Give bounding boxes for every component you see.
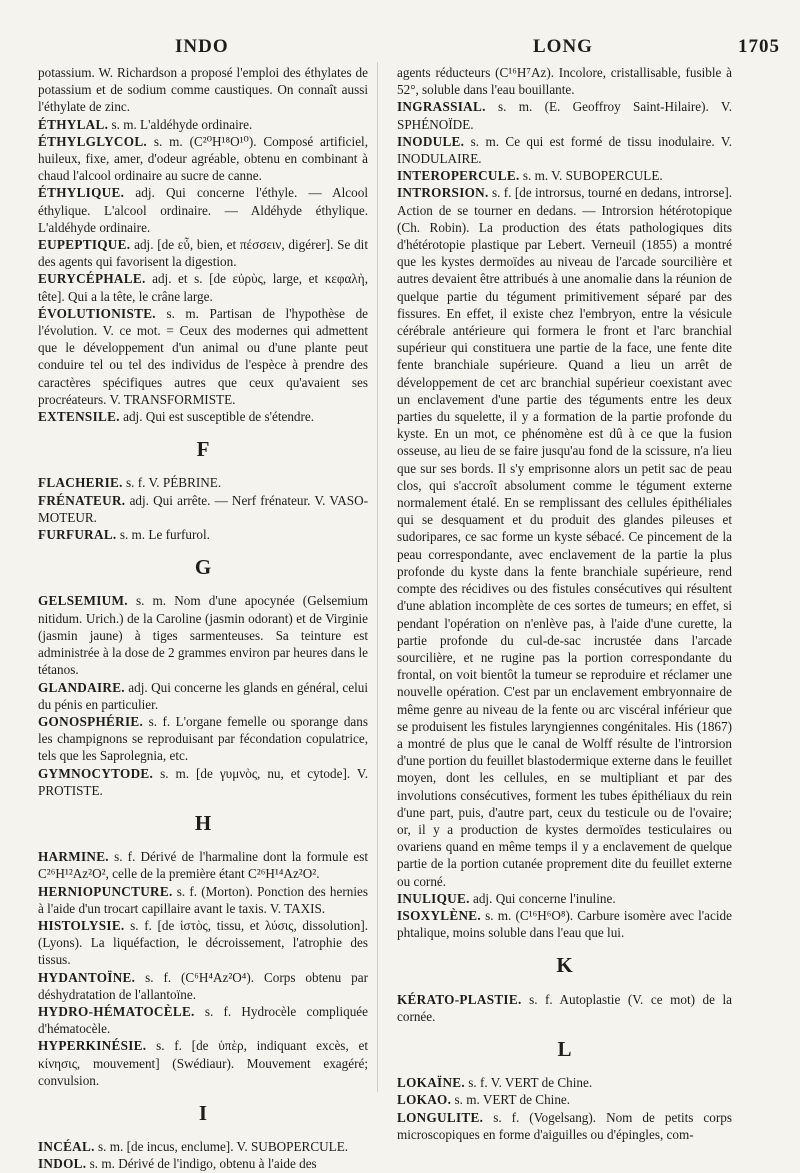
entry-headword: HYDRO-HÉMATOCÈLE.	[38, 1003, 195, 1019]
entry-headword: GLANDAIRE.	[38, 679, 125, 695]
entry-definition: s. m. V. SUBOPERCULE.	[522, 168, 663, 184]
entry-headword: GELSEMIUM.	[38, 593, 128, 609]
dictionary-entry	[38, 64, 368, 116]
entry-headword: FURFURAL.	[38, 527, 117, 543]
section-letter: H	[194, 810, 212, 835]
dictionary-entry	[38, 679, 368, 713]
entry-definition: s. m. [de γυμνὸς, nu, et cytode]. V. PROTISTE.	[38, 765, 369, 798]
entry-headword: INDOL.	[38, 1156, 87, 1172]
entry-headword: HYDANTOÏNE.	[38, 969, 136, 985]
entry-definition: adj. Qui concerne les glands en général, celui du pénis en particulier.	[38, 679, 369, 712]
dictionary-entry	[397, 133, 732, 167]
entry-headword: INTEROPERCULE.	[397, 168, 520, 184]
dictionary-entry	[38, 1003, 368, 1037]
entry-definition: agents réducteurs (C¹⁶H⁷Az). Incolore, cristallisable, fusible à 52°, soluble dans l'eau bouillante.	[397, 65, 732, 98]
entry-headword: EUPEPTIQUE.	[38, 237, 131, 253]
dictionary-entry	[38, 713, 368, 765]
entry-headword: INULIQUE.	[397, 890, 470, 906]
entry-headword: FLACHERIE.	[38, 475, 123, 491]
entry-definition: s. f. [de introrsus, tourné en dedans, introrse]. Action de se tourner en dedans. — Introrsion hétérotopique (Ch. Robin). La production des états pathologiques dits d'hétérotopie plastique par Lebert. Verneuil (1855) a montré que les kystes dermoïdes au niveau de l'arcade sourcilière et autres devaient être attribués à une anomalie dans la réunion de quelque partie du tégument primitivement séparé par des fissures. En effet, il existe chez l'embryon, entre la vésicule cérébrale antérieure qui formera le front et l'arc branchial supérieur qui constituera une partie de la face, une fente dite fente branchiale supérieure. Quand a lieu un arrêt de développement de cet arc branchial supérieur coexistant avec un enclavement d'une partie des téguments entre les deux parties du squelette, il y a formation de la partie profonde du kyste. En un mot, ce phénomène est dû à ce que la fusion osseuse, au lieu de se faire jusqu'au fond de la scissure, n'a lieu que sur ses bords. Il s'y emprisonne alors un petit sac de peau clos, qui s'accroît absolument comme le tégument externe normalement étalé. En se remplissant des cellules épithéliales qui se desquament et du produit des glandes pileuses et sudoripares, ce sac forme un kyste sébacé. Ce pincement de la peau correspondante, avec enclavement de la partie la plus profonde du kyste dans la fente branchiale supérieure, rend compte des récidives ou des fistules consécutives qui résultent d'une ablation incomplète de ces sortes de tumeurs; en effet, si pendant l'opération on n'enlève pas, à l'aide d'une curette, la partie profonde du cul-de-sac incrustée dans l'arcade sourcilière, et ne rugine pas la portion correspondante du frontal, on voit bientôt la tumeur se reproduire et réclamer une nouvelle opération. C'est par un enclavement embryonnaire de même genre au niveau de la fente ou arc viscéral inférieur que se produisent les fistules laryngiennes congénitales. His (1867) a montré de plus que le canal de Wolff résulte de l'introrsion d'une portion du feuillet blastodermique externe dans le feuillet moyen, dont les cellules, en se multipliant et par des involutions consécutives, forment les tubes épithéliaux du rein d'une part, puis, d'autre part, ceux du testicule ou de l'ovaire; or, il y a production de kystes dermoïdes testiculaires ou ovariens quand en même temps il y a enclavement de quelque partie de la portion cutanée proprement dite du feuillet externe ou corné.	[397, 185, 733, 889]
dictionary-entry	[397, 1109, 732, 1143]
entry-headword: ISOXYLÈNE.	[397, 907, 481, 923]
entry-headword: LONGULITE.	[397, 1109, 484, 1125]
entry-definition: s. m. VERT de Chine.	[454, 1092, 571, 1108]
running-header	[0, 36, 800, 60]
dictionary-entry	[397, 1074, 732, 1091]
entry-definition: adj. et s. [de εὐρὺς, large, et κεφαλὴ, tête]. Qui a la tête, le crâne large.	[38, 271, 368, 304]
section-letter: G	[194, 555, 212, 580]
dictionary-entry	[38, 765, 368, 799]
section-letter: F	[196, 437, 210, 462]
entry-headword: INTRORSION.	[397, 185, 489, 201]
dictionary-entry	[397, 184, 732, 889]
entry-definition: potassium. W. Richardson a proposé l'emploi des éthylates de potassium et de sodium comme caustiques. On connaît aussi l'éthylate de zinc.	[38, 65, 368, 115]
entry-headword: HARMINE.	[38, 849, 109, 865]
dictionary-entry	[38, 184, 368, 236]
section-letter: L	[557, 1036, 572, 1061]
entry-headword: LOKAO.	[397, 1092, 452, 1108]
entry-definition: s. m. Partisan de l'hypothèse de l'évolution. V. ce mot. = Ceux des modernes qui admettent que le développement d'un animal ou d'une plante peut conduire tel ou tel des individus de l'espèce à prendre des caractères spécifiques autres que ceux qu'avaient ses procréateurs. V. TRANSFORMISTE.	[38, 305, 369, 407]
entry-definition: s. m. Nom d'une apocynée (Gelsemium nitidum. Urich.) de la Caroline (jasmin odorant) et de Virginie (jasmin jaune) à tiges sarmenteuses. Sa teinture est administrée à la dose de 2 grammes environ par heures dans le tétanos.	[38, 593, 368, 678]
section-letter: K	[556, 953, 573, 978]
entry-definition: s. f. Autoplastie (V. ce mot) de la cornée.	[397, 991, 733, 1024]
page-number: 1705	[738, 36, 780, 57]
header-left-word: INDO	[175, 36, 229, 57]
dictionary-entry	[38, 474, 368, 491]
entry-headword: INGRASSIAL.	[397, 99, 486, 115]
dictionary-entry	[38, 236, 368, 270]
dictionary-entry	[38, 408, 368, 425]
dictionary-entry	[38, 917, 368, 969]
entry-definition: adj. Qui concerne l'éthyle. — Alcool éthylique. L'alcool ordinaire. — Aldéhyde éthylique. L'aldéhyde ordinaire.	[38, 185, 368, 235]
dictionary-entry	[38, 1138, 368, 1155]
entry-headword: GONOSPHÉRIE.	[38, 713, 144, 729]
entry-definition: s. m. [de incus, enclume]. V. SUBOPERCULE.	[98, 1139, 349, 1155]
entry-definition: adj. Qui arrête. — Nerf frénateur. V. VASO-MOTEUR.	[38, 492, 368, 525]
entry-headword: FRÉNATEUR.	[38, 492, 126, 508]
entry-definition: s. m. Dérivé de l'indigo, obtenu à l'aide des	[89, 1156, 317, 1172]
entry-headword: EXTENSILE.	[38, 409, 120, 425]
entry-definition: s. f. V. VERT de Chine.	[468, 1075, 593, 1091]
entry-definition: s. m. (E. Geoffroy Saint-Hilaire). V. SPHÉNOÏDE.	[397, 99, 733, 132]
dictionary-entry	[38, 133, 368, 185]
entry-headword: ÉTHYLAL.	[38, 116, 109, 132]
entry-headword: INCÉAL.	[38, 1139, 95, 1155]
entry-definition: s. m. Ce qui est formé de tissu inodulaire. V. INODULAIRE.	[397, 133, 732, 167]
dictionary-entry	[38, 270, 368, 304]
right-column	[397, 64, 732, 1143]
header-mid-word: LONG	[533, 36, 593, 57]
entry-definition: s. m. Le furfurol.	[119, 527, 210, 543]
entry-headword: HYPERKINÉSIE.	[38, 1038, 147, 1054]
dictionary-entry	[397, 167, 732, 184]
entry-headword: HERNIOPUNCTURE.	[38, 883, 173, 899]
entry-headword: ÉTHYLIQUE.	[38, 185, 125, 201]
dictionary-entry	[38, 116, 368, 133]
entry-headword: EURYCÉPHALE.	[38, 271, 146, 287]
dictionary-entry	[38, 592, 368, 678]
entry-headword: KÉRATO-PLASTIE.	[397, 991, 522, 1007]
left-column	[38, 64, 368, 1173]
entry-definition: adj. Qui est susceptible de s'étendre.	[123, 409, 315, 425]
dictionary-entry	[38, 492, 368, 526]
entry-headword: HISTOLYSIE.	[38, 917, 125, 933]
dictionary-entry	[397, 907, 732, 941]
entry-definition: s. m. (C²⁰H¹⁸O¹⁰). Composé artificiel, huileux, fixe, amer, d'odeur agréable, obtenu en combinant à chaud l'alcool ordinaire au sucre de canne.	[38, 133, 369, 184]
entry-definition: s. f. Hydrocèle compliquée d'hématocèle.	[38, 1003, 369, 1037]
dictionary-entry	[397, 64, 732, 98]
entry-definition: s. m. L'aldéhyde ordinaire.	[111, 116, 253, 132]
entry-headword: ÉTHYLGLYCOL.	[38, 133, 148, 149]
dictionary-entry	[38, 1037, 368, 1089]
dictionary-entry	[38, 883, 368, 917]
dictionary-entry	[397, 98, 732, 132]
dictionary-entry	[397, 890, 732, 907]
dictionary-entry	[38, 526, 368, 543]
dictionary-entry	[38, 305, 368, 408]
entry-headword: INODULE.	[397, 133, 465, 149]
entry-headword: ÉVOLUTIONISTE.	[38, 305, 156, 321]
entry-definition: s. f. (Vogelsang). Nom de petits corps microscopiques en forme d'aiguilles ou d'épingles, com-	[397, 1109, 733, 1142]
entry-definition: adj. [de εὖ, bien, et πέσσειν, digérer]. Se dit des agents qui favorisent la digestion.	[38, 237, 369, 270]
dictionary-entry	[38, 848, 368, 882]
dictionary-entry	[397, 991, 732, 1025]
dictionary-entry	[38, 969, 368, 1003]
section-letter: I	[198, 1100, 208, 1125]
entry-definition: s. f. Dérivé de l'harmaline dont la formule est C²⁶H¹²Az²O², celle de la première étant C²⁶H¹⁴Az²O².	[38, 849, 368, 882]
entry-definition: s. f. (Morton). Ponction des hernies à l'aide d'un trocart capillaire avant le taxis. V. TAXIS.	[38, 883, 368, 916]
entry-definition: s. f. L'organe femelle ou sporange dans les champignons se reproduisant par fécondation copulatrice, tels que les Saprolegnia, etc.	[38, 713, 368, 764]
entry-definition: s. m. (C¹⁶H⁶O⁸). Carbure isomère avec l'acide phtalique, moins soluble dans l'eau que lui.	[397, 907, 733, 941]
entry-headword: GYMNOCYTODE.	[38, 765, 154, 781]
column-divider	[377, 62, 378, 1092]
entry-definition: s. f. [de ὑπὲρ, indiquant excès, et κίνησις, mouvement] (Swédiaur). Mouvement exagéré; convulsion.	[38, 1038, 368, 1088]
dictionary-entry	[397, 1091, 732, 1108]
entry-definition: s. f. V. PÉBRINE.	[126, 475, 222, 491]
entry-definition: s. f. [de ἱστὸς, tissu, et λύσις, dissolution]. (Lyons). La liquéfaction, le décroissement, l'atrophie des tissus.	[38, 917, 369, 968]
entry-headword: LOKAÏNE.	[397, 1075, 465, 1091]
dictionary-entry	[38, 1155, 368, 1172]
entry-definition: s. f. (C⁶H⁴Az²O⁴). Corps obtenu par déshydratation de l'allantoïne.	[38, 969, 369, 1002]
entry-definition: adj. Qui concerne l'inuline.	[472, 890, 616, 906]
